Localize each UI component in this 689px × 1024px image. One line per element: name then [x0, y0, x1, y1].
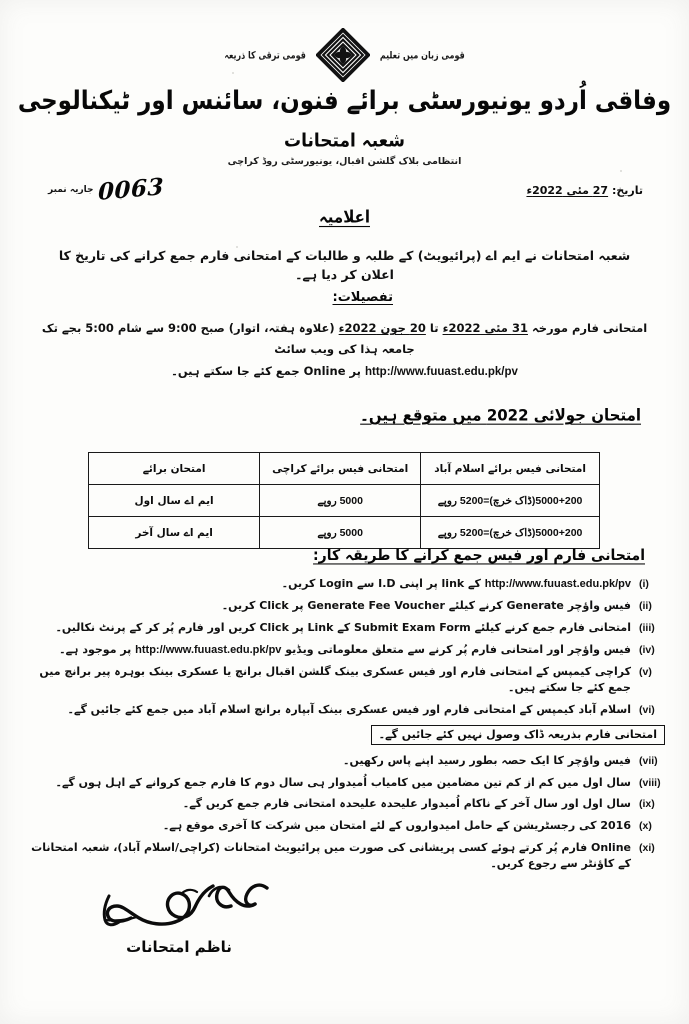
- list-item-number: (viii): [639, 776, 661, 789]
- list-item-text: اسلام آباد کیمپس کے امتحانی فارم اور فیس عسکری بینک آبپارہ برانچ اسلام آباد میں جمع کئے جائیں گے۔: [67, 702, 631, 716]
- list-item-number: (ix): [639, 798, 655, 811]
- details-time-to: 5:00: [85, 321, 114, 335]
- exam-schedule-note: امتحان جولائی 2022 میں متوقع ہیں۔: [360, 405, 641, 425]
- details-block: [40, 318, 649, 383]
- list-item-number: (vii): [639, 754, 658, 767]
- list-item-number: (xi): [639, 841, 655, 854]
- list-item: [28, 753, 665, 769]
- announcement-title: اعلامیہ: [319, 206, 370, 228]
- list-item: [28, 796, 665, 812]
- list-item-text: فیس واؤچر کا ایک حصہ بطور رسید اپنے پاس رکھیں۔: [343, 753, 631, 767]
- details-prefix: امتحانی فارم مورخہ: [531, 321, 648, 335]
- details-date-until: 20 جون 2022ء: [338, 321, 426, 335]
- list-item-text: کراچی کیمپس کے امتحانی فارم اور فیس عسکری بینک گلشن اقبال برانچ یا عسکری بینک بوہرہ پیر برانچ میں جمع کئے جا سکتے ہیں۔: [39, 665, 631, 695]
- procedure-list: [28, 576, 665, 877]
- list-item-text: سال اول میں کم از کم تین مضامین میں کامیاب اُمیدوار ہی سال دوم کا فارم جمع کروانے کے اہل ہوں گے۔: [55, 775, 631, 789]
- logo-motto-right: قومی ترقی کا ذریعہ: [224, 49, 306, 61]
- list-item: [28, 818, 665, 834]
- list-item-number: (vi): [639, 703, 655, 716]
- list-item: [28, 576, 665, 593]
- signature-area: [54, 876, 304, 956]
- date-block: [526, 184, 643, 197]
- serial-number-value: 0063: [97, 173, 164, 206]
- details-days: (علاوہ ہفتہ، اتوار): [228, 321, 335, 335]
- list-item-text: Online فارم پُر کرتے ہوئے کسی پریشانی کی صورت میں پرائیویٹ امتحانات (کراچی/اسلام آباد)، شعبہ امتحانات کے کاؤنٹر سے رجوع کریں۔: [31, 840, 631, 870]
- details-suffix: بجے تک جامعہ ہذا کی ویب سائٹ: [41, 321, 415, 357]
- list-item-text: فیس واؤچر Generate کرنے کیلئے Generate Fee Voucher پر Click کریں۔: [221, 599, 631, 613]
- university-name: وفاقی اُردو یونیورسٹی برائے فنون، سائنس اور ٹیکنالوجی: [17, 86, 672, 116]
- cell-islamabad-fee: 5000+200(ڈاک خرچ)=5200 روپے: [421, 517, 600, 549]
- fee-table: [88, 452, 600, 549]
- list-item-text: امتحانی فارم جمع کرنے کیلئے Submit Exam Form کے Link پر Click کریں اور فارم پُر کر کے پرنٹ نکالیں۔: [55, 621, 631, 635]
- handwritten-signature-icon: [79, 876, 279, 932]
- list-item-text: [28, 576, 631, 593]
- details-date-from: 31 مئی 2022ء: [442, 321, 528, 335]
- details-line-url: [40, 361, 649, 383]
- serial-number-label: جاریہ نمبر: [48, 184, 94, 195]
- date-label: تاریخ:: [611, 184, 643, 197]
- column-header-exam: امتحان برائے: [89, 453, 260, 485]
- logo-row: [0, 26, 689, 84]
- list-item-text-tail: پر موجود ہے۔: [59, 642, 132, 656]
- signatory-title: ناظم امتحانات: [126, 938, 232, 956]
- list-item: [28, 642, 665, 659]
- date-value: 27 مئی 2022ء: [526, 184, 609, 197]
- table-row: [89, 485, 600, 517]
- details-line-dates: [40, 318, 649, 361]
- scan-speck: [620, 170, 622, 172]
- list-item-text: سال اول اور سال آخر کے ناکام اُمیدوار علیحدہ علیحدہ امتحانی فارم جمع کریں گے۔: [182, 797, 631, 811]
- procedure-heading: امتحانی فارم اور فیس جمع کرانے کا طریقہ کار:: [313, 547, 645, 565]
- details-to-word: تا: [429, 321, 439, 335]
- column-header-karachi-fee: امتحانی فیس برائے کراچی: [260, 453, 421, 485]
- department-name: شعبہ امتحانات: [284, 130, 405, 153]
- cell-exam-name: ایم اے سال آخر: [89, 517, 260, 549]
- list-item-number: (ii): [639, 600, 652, 613]
- meta-row: [30, 173, 657, 210]
- procedure-url[interactable]: http://www.fuuast.edu.pk/pv: [484, 578, 631, 590]
- details-heading: تفصیلات:: [332, 290, 393, 305]
- list-item-number: (x): [639, 820, 652, 833]
- list-item-number: (i): [639, 578, 649, 590]
- list-item-text-head: فیس واؤچر اور امتحانی فارم پُر کرنے سے متعلق معلوماتی ویڈیو: [285, 642, 631, 656]
- cell-karachi-fee: 5000 روپے: [260, 485, 421, 517]
- list-item-text-tail: کے link پر اپنی I.D سے Login کریں۔: [281, 577, 481, 590]
- department-address: انتظامی بلاک گلشن اقبال، یونیورسٹی روڈ کراچی: [227, 156, 462, 167]
- list-item: [28, 702, 665, 718]
- serial-number-block: [48, 173, 164, 206]
- logo-motto-left: قومی زبان میں تعلیم: [379, 49, 465, 61]
- list-item: [28, 664, 665, 696]
- masthead: [0, 26, 689, 167]
- list-item: [28, 840, 665, 872]
- list-item-text: [28, 642, 631, 659]
- list-item: [28, 775, 665, 791]
- fuuast-diamond-logo-icon: [316, 28, 370, 82]
- column-header-islamabad-fee: امتحانی فیس برائے اسلام آباد: [421, 453, 600, 485]
- announcement-body: شعبہ امتحانات نے ایم اے (پرائیویٹ) کے طلبہ و طالبات کے امتحانی فارم جمع کرانے کی تاریخ کا اعلان کر دیا ہے۔: [58, 248, 631, 282]
- table-header-row: [89, 453, 600, 485]
- list-item: [28, 598, 665, 614]
- procedure-url[interactable]: http://www.fuuast.edu.pk/pv: [135, 643, 282, 656]
- details-time-join: سے شام: [117, 321, 165, 335]
- list-item-text: 2016 کی رجسٹریشن کے حامل امیدواروں کے لئے امتحان میں شرکت کا آخری موقع ہے۔: [162, 819, 631, 833]
- cell-karachi-fee: 5000 روپے: [260, 517, 421, 549]
- cell-exam-name: ایم اے سال اول: [89, 485, 260, 517]
- list-item-number: (iv): [639, 643, 655, 656]
- details-url-suffix: پر Online جمع کئے جا سکتے ہیں۔: [171, 363, 361, 378]
- cell-islamabad-fee: 5000+200(ڈاک خرچ)=5200 روپے: [421, 485, 600, 517]
- list-item-number: (iii): [639, 622, 655, 635]
- no-postal-forms-note: امتحانی فارم بذریعہ ڈاک وصول نہیں کئے جائیں گے۔: [371, 725, 665, 745]
- list-item-number: (v): [639, 666, 652, 679]
- details-time-from: صبح 9:00: [168, 321, 225, 335]
- list-item: [28, 620, 665, 636]
- table-row: [89, 517, 600, 549]
- boxed-note-row: [28, 725, 665, 745]
- exam-form-url[interactable]: http://www.fuuast.edu.pk/pv: [365, 365, 518, 378]
